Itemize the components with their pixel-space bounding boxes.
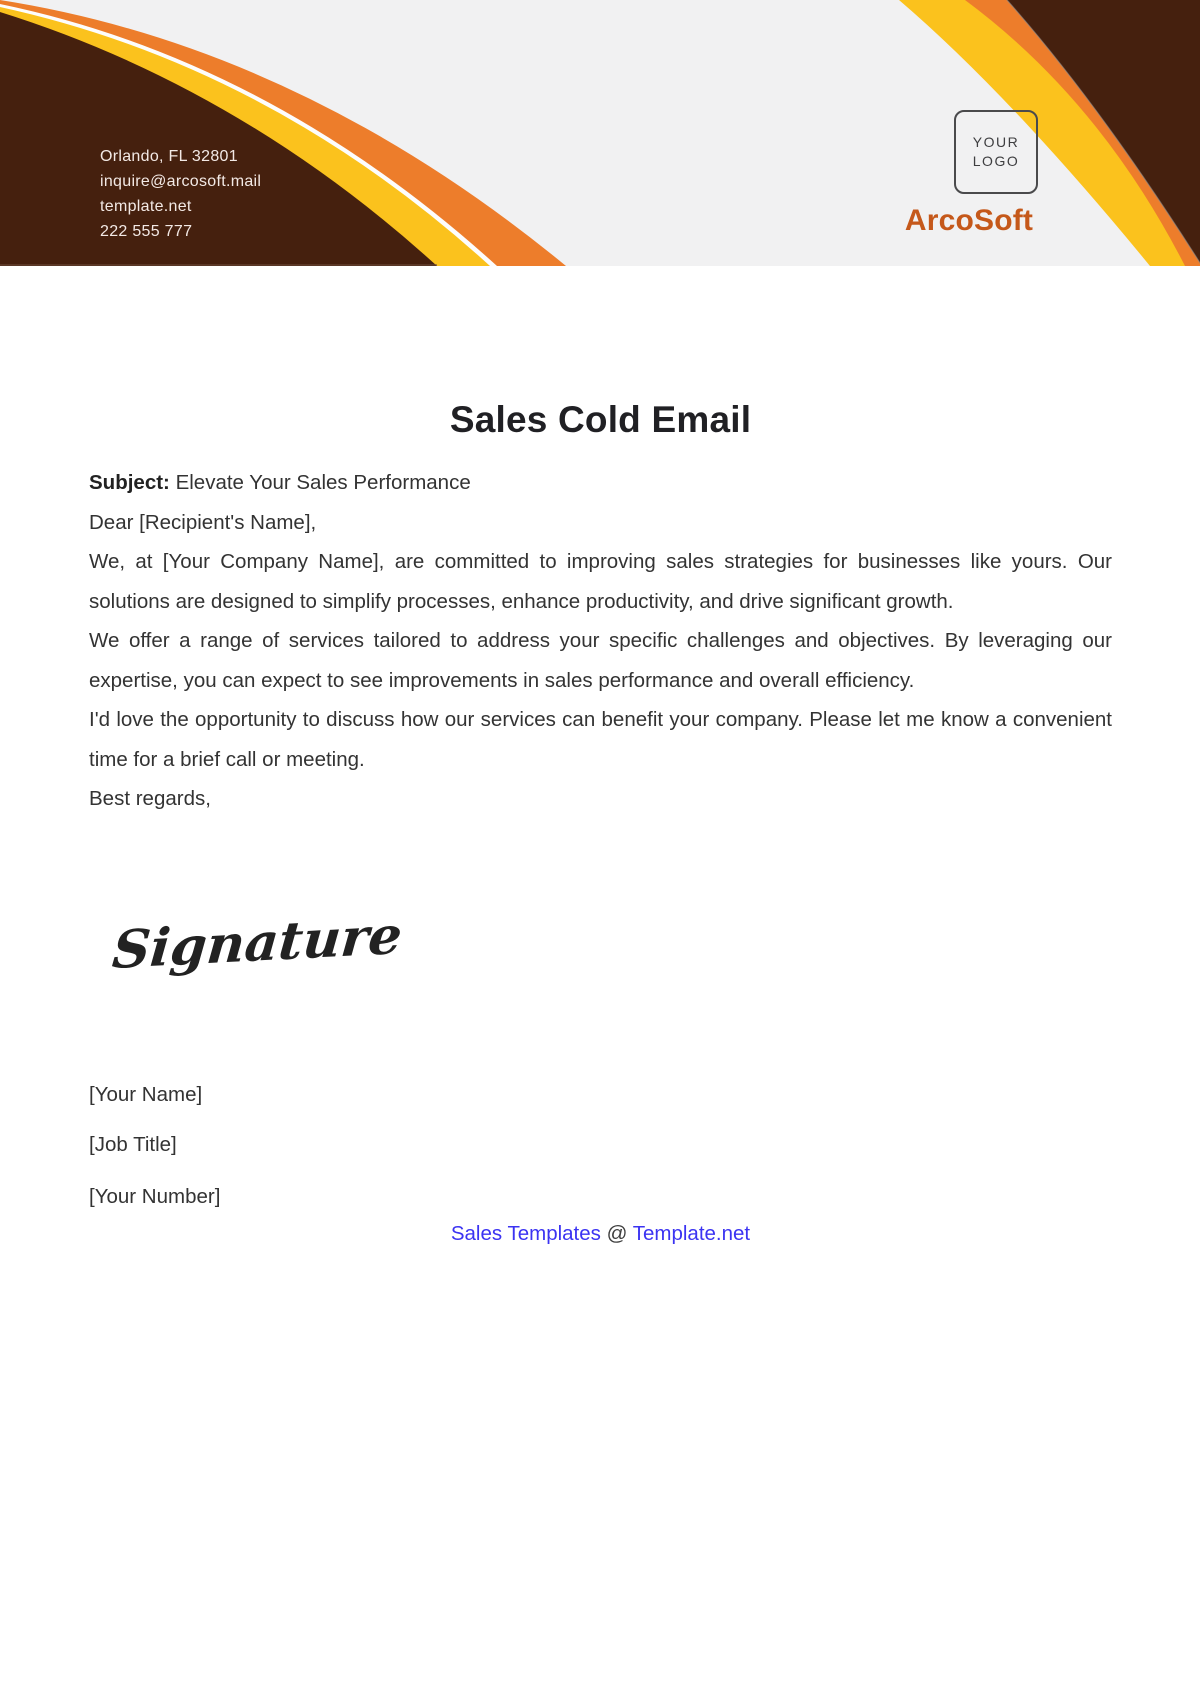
paragraph-1: We, at [Your Company Name], are committed to improving sales strategies for businesses like yours. Our solutions are designed to simplify processes, enhance productivity, and drive significant growth. [89, 550, 1112, 613]
header-bottom-line [0, 264, 437, 266]
template-net-link[interactable]: Template.net [632, 1222, 751, 1245]
closing-line: Best regards, [89, 787, 211, 810]
contact-info-block [100, 144, 261, 244]
sender-phone-number: [Your Number] [89, 1185, 221, 1208]
paragraph-3: I'd love the opportunity to discuss how our services can benefit your company. Please let me know a convenient time for a brief call or meeting. [89, 708, 1112, 771]
page-title: Sales Cold Email [449, 399, 752, 440]
paragraph-2: We offer a range of services tailored to address your specific challenges and objectives. By leveraging our expertise, you can expect to see improvements in sales performance and overall efficiency. [89, 629, 1112, 692]
logo-text-line1: YOUR [972, 134, 1020, 150]
subject-line [89, 463, 1112, 503]
contact-address: Orlando, FL 32801 [100, 148, 238, 165]
sales-templates-link[interactable]: Sales Templates [450, 1222, 601, 1245]
subject-label: Subject: [89, 471, 170, 494]
subject-value: Elevate Your Sales Performance [169, 471, 471, 494]
contact-phone: 222 555 777 [100, 223, 193, 240]
sender-name: [Your Name] [89, 1083, 203, 1106]
greeting-line: Dear [Recipient's Name], [89, 510, 317, 534]
logo-placeholder [954, 110, 1038, 194]
contact-email: inquire@arcosoft.mail [100, 173, 262, 190]
sender-job-title: [Job Title] [89, 1133, 177, 1156]
footer-at-separator: @ [600, 1222, 633, 1245]
letter-body [89, 463, 1112, 819]
company-name: ArcoSoft [904, 204, 1034, 237]
letterhead [0, 0, 1200, 266]
logo-text-line2: LOGO [972, 153, 1020, 169]
footer-attribution [89, 1222, 1112, 1246]
signature-script: Signature [110, 905, 405, 981]
contact-website: template.net [100, 198, 192, 215]
